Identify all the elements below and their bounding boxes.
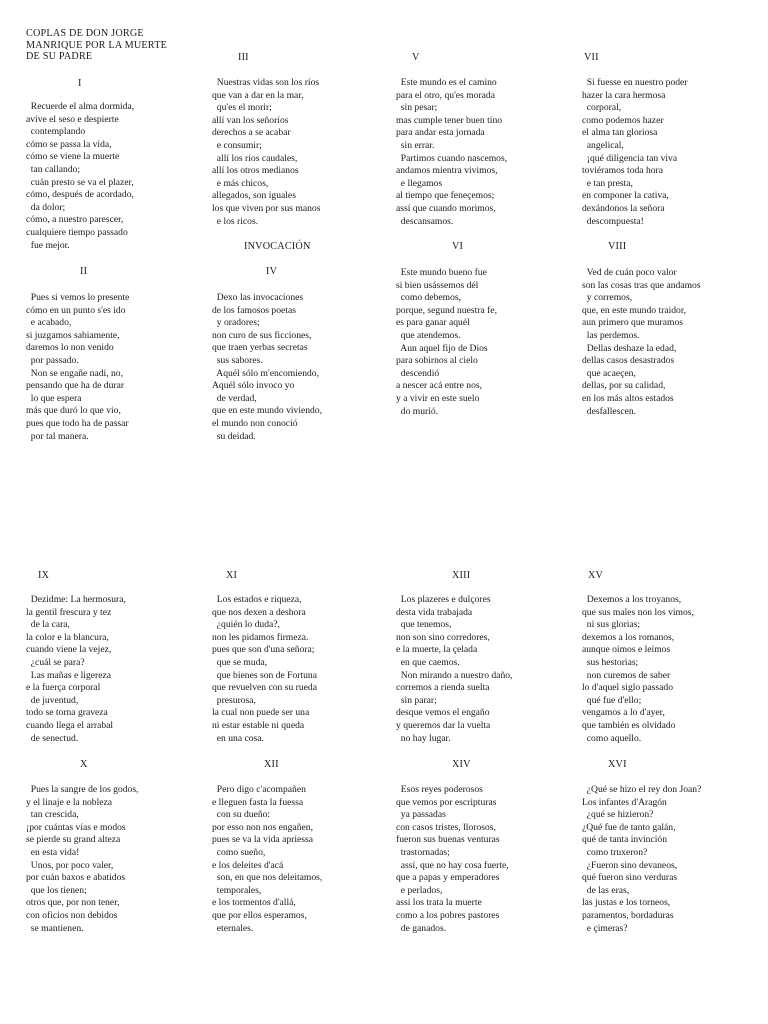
verse-line: el alma tan gloriosa bbox=[582, 127, 658, 139]
verse-line: avive el seso e despierte bbox=[26, 113, 119, 125]
verse-line: y a vivir en este suelo bbox=[396, 392, 480, 404]
verse-line: Dezidme: La hermosura, bbox=[26, 594, 126, 605]
verse-line: descansamos. bbox=[396, 215, 454, 227]
verse-line: Dellas deshaze la edad, bbox=[582, 342, 677, 354]
verse-line: como aquello. bbox=[582, 732, 642, 744]
verse-line: descendió bbox=[396, 367, 440, 379]
verse-line: Ved de cuán poco valor bbox=[582, 267, 677, 278]
verse-line: mas cumple tener buen tino bbox=[396, 114, 503, 126]
verse-line: se mantienen. bbox=[26, 922, 84, 934]
verse-line: lo que espera bbox=[26, 392, 82, 404]
verse-line: pues que son d'una señora; bbox=[212, 644, 315, 656]
verse-line: que a papas y emperadores bbox=[396, 872, 500, 884]
verse-line: non curemos de saber bbox=[582, 669, 671, 681]
verse-line: temporales, bbox=[212, 884, 262, 896]
stanza-heading: XI bbox=[226, 570, 238, 581]
verse-line: cómo en un punto s'es ido bbox=[26, 304, 126, 316]
verse-line: ¿quién lo duda?, bbox=[212, 619, 280, 631]
verse-line: que por ellos esperamos, bbox=[212, 909, 307, 921]
verse-line: son, en que nos deleitamos, bbox=[212, 872, 323, 884]
verse-line: que sus males non los vimos, bbox=[582, 606, 694, 618]
stanza-heading: IX bbox=[38, 570, 50, 581]
verse-line: por tal manera. bbox=[26, 430, 89, 442]
verse-line: que vemos por escripturas bbox=[396, 796, 497, 808]
verse-line: allegados, son iguales bbox=[212, 190, 296, 202]
verse-line: y corremos, bbox=[582, 292, 633, 304]
verse-line: eternales. bbox=[212, 922, 254, 934]
verse-line: de la cara, bbox=[26, 619, 70, 631]
verse-line: Recuerde el alma dormida, bbox=[26, 101, 135, 112]
verse-line: Pues si vemos lo presente bbox=[26, 292, 130, 303]
verse-line: el mundo non conoció bbox=[212, 417, 298, 429]
verse-line: corremos a rienda suelta bbox=[396, 682, 490, 694]
verse-line: Dexemos a los troyanos, bbox=[582, 594, 682, 605]
verse-line: tan callando; bbox=[26, 163, 81, 175]
stanza-heading: XIII bbox=[452, 570, 471, 581]
stanza-heading: XVI bbox=[608, 759, 627, 770]
verse-line: Las mañas e ligereza bbox=[26, 669, 111, 681]
verse-line: non son sino corredores, bbox=[396, 631, 490, 643]
verse-line: trastornadas; bbox=[396, 846, 450, 858]
verse-line: de senectud. bbox=[26, 732, 79, 744]
verse-line: cuán presto se va el plazer, bbox=[26, 176, 134, 188]
verse-line: de ganados. bbox=[396, 922, 447, 934]
stanza-text bbox=[212, 594, 317, 745]
verse-line: aun primero que muramos bbox=[582, 317, 683, 329]
stanza-text bbox=[26, 594, 126, 745]
verse-line: que traen yerbas secretas bbox=[212, 342, 308, 354]
verse-line: fue mejor. bbox=[26, 239, 70, 251]
verse-line: tan crescida, bbox=[26, 809, 79, 821]
verse-line: en componer la cativa, bbox=[582, 190, 669, 202]
verse-line: de verdad, bbox=[212, 392, 257, 404]
verse-line: la gentil frescura y tez bbox=[26, 606, 112, 618]
verse-line: para sobirnos al cielo bbox=[396, 355, 478, 367]
verse-line: presurosa, bbox=[212, 694, 256, 706]
verse-line: paramentos, bordaduras bbox=[582, 909, 674, 921]
verse-line: cómo se viene la muerte bbox=[26, 151, 120, 163]
verse-line: dellas, por su calidad, bbox=[582, 380, 666, 392]
verse-line: cómo, después de acordado, bbox=[26, 189, 134, 201]
verse-line: si juzgamos sabiamente, bbox=[26, 329, 120, 341]
stanza-text bbox=[396, 784, 509, 935]
verse-line: que nos dexen a deshora bbox=[212, 606, 306, 618]
verse-line: Aquél sólo invoco yo bbox=[212, 380, 295, 392]
verse-line: assí que cuando morimos, bbox=[396, 202, 496, 214]
verse-line: toviéramos toda hora bbox=[582, 165, 663, 177]
verse-line: si bien usássemos dél bbox=[396, 279, 479, 291]
verse-line: otros que, por non tener, bbox=[26, 897, 120, 909]
verse-line: por passado. bbox=[26, 354, 79, 366]
stanza-heading: XIV bbox=[452, 759, 471, 770]
stanza-text bbox=[396, 267, 497, 418]
verse-line: desfallescen. bbox=[582, 405, 637, 417]
verse-line: e çimeras? bbox=[582, 922, 628, 934]
stanza-text bbox=[582, 594, 694, 745]
verse-line: assí, que no hay cosa fuerte, bbox=[396, 859, 509, 871]
verse-line: e la muerte, la çelada bbox=[396, 644, 478, 656]
verse-line: non curo de sus ficciones, bbox=[212, 329, 312, 341]
verse-line: en que caemos. bbox=[396, 656, 460, 668]
stanza-text bbox=[396, 77, 507, 228]
verse-line: con oficios non debidos bbox=[26, 909, 118, 921]
verse-line: que bienes son de Fortuna bbox=[212, 669, 317, 681]
verse-line: como a los pobres pastores bbox=[396, 909, 500, 921]
verse-line: para el otro, qu'es morada bbox=[396, 89, 495, 101]
verse-line: por cuán baxos e abatidos bbox=[26, 872, 126, 884]
stanza-heading: V bbox=[412, 52, 420, 63]
verse-line: allí los otros medianos bbox=[212, 165, 299, 177]
verse-line: de las eras, bbox=[582, 884, 630, 896]
verse-line: allí los ríos caudales, bbox=[212, 152, 298, 164]
stanza-text bbox=[212, 784, 322, 935]
verse-line: qu'es el morir; bbox=[212, 102, 272, 114]
verse-line: e llegamos bbox=[396, 177, 443, 189]
verse-line: dellas casos desastrados bbox=[582, 355, 675, 367]
verse-line: e más chicos, bbox=[212, 177, 269, 189]
verse-line: cómo se passa la vida, bbox=[26, 138, 112, 150]
stanza-heading: VIII bbox=[608, 241, 627, 252]
verse-line: en esta vida! bbox=[26, 846, 80, 858]
verse-line: se pierde su grand alteza bbox=[26, 834, 121, 846]
verse-line: desque vemos el engaño bbox=[396, 707, 490, 719]
verse-line: qué de tanta invinción bbox=[582, 834, 667, 846]
verse-line: cuando llega el arrabal bbox=[26, 719, 114, 731]
verse-line: allí van los señoríos bbox=[212, 114, 289, 126]
verse-line: Este mundo es el camino bbox=[396, 77, 497, 88]
verse-line: la cual non puede ser una bbox=[212, 707, 310, 719]
stanza-heading: XII bbox=[264, 759, 279, 770]
verse-line: Partimos cuando nascemos, bbox=[396, 152, 508, 164]
verse-line: ya passadas bbox=[396, 809, 446, 821]
verse-line: no hay lugar. bbox=[396, 732, 451, 744]
verse-line: y oradores; bbox=[212, 317, 260, 329]
verse-line: e los tormentos d'allá, bbox=[212, 897, 296, 909]
verse-line: los que viven por sus manos bbox=[212, 202, 321, 214]
verse-line: ni sus glorias; bbox=[582, 619, 641, 631]
stanza-heading: X bbox=[80, 759, 88, 770]
verse-line: en una cosa. bbox=[212, 732, 264, 744]
verse-line: e tan presta, bbox=[582, 177, 633, 189]
verse-line: pensando que ha de durar bbox=[26, 380, 125, 392]
verse-line: sin parar; bbox=[396, 694, 437, 706]
verse-line: que acaeçen, bbox=[582, 367, 636, 379]
verse-line: vengamos a lo d'ayer, bbox=[582, 707, 665, 719]
verse-line: dexemos a los romanos, bbox=[582, 631, 675, 643]
verse-line: Non se engañe nadi, no, bbox=[26, 367, 123, 379]
verse-line: que en este mundo viviendo, bbox=[212, 405, 323, 417]
verse-line: assí los trata la muerte bbox=[396, 897, 482, 909]
verse-line: e la fuerça corporal bbox=[26, 682, 101, 694]
stanza-text bbox=[26, 784, 138, 935]
verse-line: da dolor; bbox=[26, 201, 66, 213]
stanza-heading: III bbox=[238, 52, 249, 63]
verse-line: que se muda, bbox=[212, 656, 268, 668]
verse-line: e los deleites d'acá bbox=[212, 859, 284, 871]
stanza-text bbox=[26, 101, 134, 252]
verse-line: Los estados e riqueza, bbox=[212, 594, 302, 605]
verse-line: de los famosos poetas bbox=[212, 304, 296, 316]
verse-line: Aquél sólo m'encomiendo, bbox=[212, 367, 319, 379]
verse-line: ni estar estable ni queda bbox=[212, 719, 305, 731]
verse-line: todo se torna graveza bbox=[26, 707, 108, 719]
stanza-heading: I bbox=[78, 78, 82, 89]
verse-line: como debemos, bbox=[396, 292, 462, 304]
verse-line: andamos mientra vivimos, bbox=[396, 165, 498, 177]
verse-line: Este mundo bueno fue bbox=[396, 267, 487, 278]
verse-line: do murió. bbox=[396, 405, 439, 417]
verse-line: angelical, bbox=[582, 139, 624, 151]
verse-line: ¿Qué se hizo el rey don Joan? bbox=[582, 784, 702, 795]
title-line: DE SU PADRE bbox=[26, 51, 93, 62]
verse-line: Los plazeres e dulçores bbox=[396, 594, 491, 605]
stanza-heading: INVOCACIÓN bbox=[244, 241, 311, 252]
verse-line: las justas e los torneos, bbox=[582, 897, 671, 909]
stanza-heading: VI bbox=[452, 241, 464, 252]
verse-line: que tenemos, bbox=[396, 619, 452, 631]
verse-line: hazer la cara hermosa bbox=[582, 89, 666, 101]
stanza-text bbox=[582, 77, 688, 228]
verse-line: ¿Fueron sino devaneos, bbox=[582, 859, 678, 871]
stanza-text bbox=[26, 292, 129, 443]
verse-line: para andar esta jornada bbox=[396, 127, 485, 139]
verse-line: es para ganar aquél bbox=[396, 317, 470, 329]
verse-line: corporal, bbox=[582, 102, 622, 114]
verse-line: pues que todo ha de passar bbox=[26, 417, 129, 429]
verse-line: las perdemos. bbox=[582, 329, 640, 341]
stanza-heading: II bbox=[80, 266, 88, 277]
verse-line: desta vida trabajada bbox=[396, 606, 473, 618]
verse-line: pues se va la vida apriessa bbox=[212, 834, 313, 846]
document-title bbox=[26, 28, 206, 63]
verse-line: Pero digo c'acompañen bbox=[212, 784, 306, 795]
verse-line: sin errar. bbox=[396, 139, 435, 151]
verse-line: como podemos hazer bbox=[582, 114, 664, 126]
verse-line: y el linaje e la nobleza bbox=[26, 796, 113, 808]
title-line: COPLAS DE DON JORGE bbox=[26, 28, 144, 39]
verse-line: ¿qué se hizieron? bbox=[582, 809, 654, 821]
verse-line: qué fueron sino verduras bbox=[582, 872, 678, 884]
verse-line: non les pidamos firmeza. bbox=[212, 631, 309, 643]
verse-line: Aun aquel fijo de Dios bbox=[396, 342, 488, 354]
stanza-text bbox=[212, 77, 320, 228]
verse-line: sin pesar; bbox=[396, 102, 438, 114]
stanza-heading: IV bbox=[266, 266, 278, 277]
verse-line: e lleguen fasta la fuessa bbox=[212, 796, 304, 808]
verse-line: la color e la blancura, bbox=[26, 631, 109, 643]
verse-line: en los más altos estados bbox=[582, 392, 674, 404]
verse-line: ¿cuál se para? bbox=[26, 656, 85, 668]
stanza-text bbox=[582, 267, 701, 418]
verse-line: dexándonos la señora bbox=[582, 202, 665, 214]
verse-line: ¡qué diligencia tan viva bbox=[582, 152, 678, 164]
verse-line: a nescer acá entre nos, bbox=[396, 380, 483, 392]
verse-line: y queremos dar la vuelta bbox=[396, 719, 491, 731]
verse-line: son las cosas tras que andamos bbox=[582, 279, 701, 291]
verse-line: por esso non nos engañen, bbox=[212, 821, 313, 833]
title-line: MANRIQUE POR LA MUERTE bbox=[26, 39, 168, 51]
stanza-text bbox=[396, 594, 512, 745]
verse-line: aunque oímos e leímos bbox=[582, 644, 671, 656]
verse-line: e acabado, bbox=[26, 317, 72, 329]
verse-line: como truxeron? bbox=[582, 846, 648, 858]
verse-line: cualquiere tiempo passado bbox=[26, 226, 128, 238]
verse-line: Pues la sangre de los godos, bbox=[26, 784, 139, 795]
verse-line: su deidad. bbox=[212, 430, 256, 442]
verse-line: de juventud, bbox=[26, 694, 79, 706]
verse-line: que atendemos. bbox=[396, 329, 461, 341]
verse-line: sus hestorias; bbox=[582, 656, 639, 668]
verse-line: con su dueño: bbox=[212, 809, 271, 821]
verse-line: ¡por cuántas vías e modos bbox=[26, 821, 126, 833]
verse-line: contemplando bbox=[26, 126, 86, 138]
verse-line: e perlados, bbox=[396, 884, 443, 896]
verse-line: cuando viene la vejez, bbox=[26, 644, 112, 656]
verse-line: fueron sus buenas venturas bbox=[396, 834, 500, 846]
stanza-heading: VII bbox=[584, 52, 599, 63]
verse-line: que los tienen; bbox=[26, 884, 87, 896]
verse-line: daremos lo non venido bbox=[26, 342, 114, 354]
verse-line: lo d'aquel siglo passado bbox=[582, 682, 673, 694]
verse-line: Si fuesse en nuestro poder bbox=[582, 77, 688, 88]
verse-line: más que duró lo que vio, bbox=[26, 405, 121, 417]
verse-line: al tiempo que feneçemos; bbox=[396, 190, 495, 202]
verse-line: sus sabores. bbox=[212, 354, 263, 366]
verse-line: como sueño, bbox=[212, 846, 266, 858]
verse-line: Non mirando a nuestro daño, bbox=[396, 669, 513, 681]
verse-line: con casos tristes, llorosos, bbox=[396, 821, 496, 833]
verse-line: cómo, a nuestro parescer, bbox=[26, 214, 124, 226]
verse-line: porque, segund nuestra fe, bbox=[396, 304, 497, 316]
verse-line: que van a dar en la mar, bbox=[212, 89, 304, 101]
verse-line: derechos a se acabar bbox=[212, 127, 291, 139]
verse-line: Dexo las invocaciones bbox=[212, 292, 304, 303]
stanza-text bbox=[212, 292, 322, 443]
verse-line: Unos, por poco valer, bbox=[26, 859, 114, 871]
verse-line: e los ricos. bbox=[212, 215, 259, 227]
stanza-text bbox=[582, 784, 701, 935]
verse-line: descompuesta! bbox=[582, 215, 644, 227]
stanza-heading: XV bbox=[588, 570, 604, 581]
verse-line: ¿Qué fue de tanto galán, bbox=[582, 821, 676, 833]
verse-line: Los infantes d'Aragón bbox=[582, 796, 667, 808]
verse-line: que, en este mundo traidor, bbox=[582, 304, 687, 316]
verse-line: que revuelven con su rueda bbox=[212, 682, 317, 694]
verse-line: qué fue d'ello; bbox=[582, 694, 642, 706]
verse-line: Nuestras vidas son los ríos bbox=[212, 77, 320, 88]
verse-line: e consumir; bbox=[212, 139, 262, 151]
verse-line: Esos reyes poderosos bbox=[396, 784, 483, 795]
verse-line: que también es olvidado bbox=[582, 719, 676, 731]
